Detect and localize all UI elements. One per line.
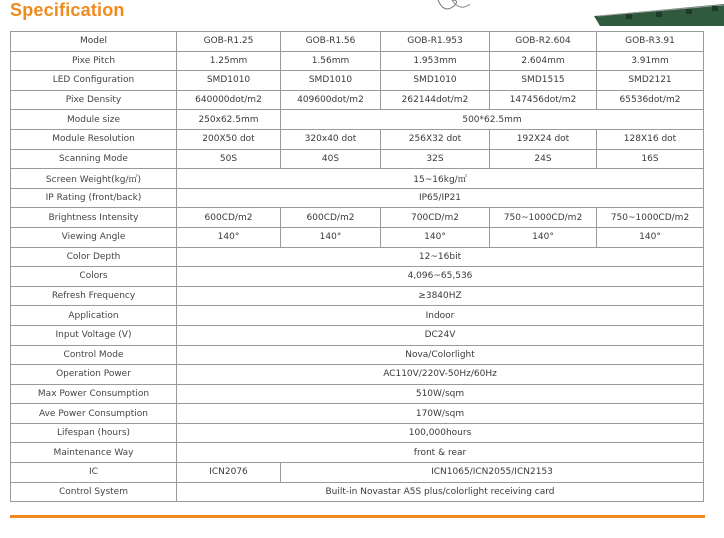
table-cell: 510W/sqm bbox=[177, 384, 704, 404]
table-cell: 700CD/m2 bbox=[381, 208, 490, 228]
row-label: Refresh Frequency bbox=[11, 286, 177, 306]
table-row bbox=[11, 306, 704, 326]
table-cell: AC110V/220V-50Hz/60Hz bbox=[177, 365, 704, 385]
table-cell: 170W/sqm bbox=[177, 404, 704, 424]
table-cell: 16S bbox=[597, 149, 704, 169]
table-cell: 3.91mm bbox=[597, 51, 704, 71]
row-label: Module size bbox=[11, 110, 177, 130]
row-label: Color Depth bbox=[11, 247, 177, 267]
table-cell: SMD1010 bbox=[281, 71, 381, 91]
specification-table bbox=[10, 31, 704, 502]
row-label: Application bbox=[11, 306, 177, 326]
column-header-model-name: GOB-R1.953 bbox=[381, 32, 490, 52]
column-header-model-name: GOB-R1.25 bbox=[177, 32, 281, 52]
table-cell: ≥3840HZ bbox=[177, 286, 704, 306]
table-cell: 1.25mm bbox=[177, 51, 281, 71]
table-cell: 600CD/m2 bbox=[177, 208, 281, 228]
table-row bbox=[11, 267, 704, 287]
row-label: Control Mode bbox=[11, 345, 177, 365]
table-row bbox=[11, 443, 704, 463]
table-row bbox=[11, 482, 704, 502]
bottom-divider bbox=[10, 515, 705, 518]
table-cell: IP65/IP21 bbox=[177, 188, 704, 208]
table-cell: ICN2076 bbox=[177, 463, 281, 483]
table-row bbox=[11, 188, 704, 208]
table-row bbox=[11, 110, 704, 130]
table-cell: 200X50 dot bbox=[177, 129, 281, 149]
table-row bbox=[11, 365, 704, 385]
table-cell: Nova/Colorlight bbox=[177, 345, 704, 365]
table-cell: Indoor bbox=[177, 306, 704, 326]
row-label: Lifespan (hours) bbox=[11, 423, 177, 443]
table-cell: 100,000hours bbox=[177, 423, 704, 443]
table-row bbox=[11, 208, 704, 228]
table-cell: SMD1010 bbox=[177, 71, 281, 91]
row-label: Max Power Consumption bbox=[11, 384, 177, 404]
row-label: IP Rating (front/back) bbox=[11, 188, 177, 208]
column-header-model-name: GOB-R2.604 bbox=[490, 32, 597, 52]
row-label: Module Resolution bbox=[11, 129, 177, 149]
table-cell: 40S bbox=[281, 149, 381, 169]
table-row bbox=[11, 247, 704, 267]
table-cell: 1.56mm bbox=[281, 51, 381, 71]
table-row bbox=[11, 169, 704, 189]
table-cell: SMD1515 bbox=[490, 71, 597, 91]
section-heading: Specification bbox=[10, 0, 125, 20]
table-row bbox=[11, 463, 704, 483]
table-cell: 147456dot/m2 bbox=[490, 90, 597, 110]
table-cell: SMD2121 bbox=[597, 71, 704, 91]
row-label: Maintenance Way bbox=[11, 443, 177, 463]
table-cell: 65536dot/m2 bbox=[597, 90, 704, 110]
table-cell: 750~1000CD/m2 bbox=[597, 208, 704, 228]
table-cell: 320x40 dot bbox=[281, 129, 381, 149]
table-cell: 32S bbox=[381, 149, 490, 169]
table-cell: 140° bbox=[281, 227, 381, 247]
table-cell: SMD1010 bbox=[381, 71, 490, 91]
row-label: Brightness Intensity bbox=[11, 208, 177, 228]
row-label: Input Voltage (V) bbox=[11, 325, 177, 345]
table-cell: 640000dot/m2 bbox=[177, 90, 281, 110]
table-cell: 1.953mm bbox=[381, 51, 490, 71]
column-header-model: Model bbox=[11, 32, 177, 52]
table-cell: ICN1065/ICN2055/ICN2153 bbox=[281, 463, 704, 483]
table-cell: 12~16bit bbox=[177, 247, 704, 267]
table-cell: front & rear bbox=[177, 443, 704, 463]
table-row bbox=[11, 423, 704, 443]
row-label: Screen Weight(kg/㎡) bbox=[11, 169, 177, 189]
table-row bbox=[11, 149, 704, 169]
row-label: Ave Power Consumption bbox=[11, 404, 177, 424]
table-cell: 409600dot/m2 bbox=[281, 90, 381, 110]
table-cell: 128X16 dot bbox=[597, 129, 704, 149]
table-row bbox=[11, 404, 704, 424]
table-cell: 750~1000CD/m2 bbox=[490, 208, 597, 228]
table-cell: 192X24 dot bbox=[490, 129, 597, 149]
table-cell: DC24V bbox=[177, 325, 704, 345]
table-cell: 140° bbox=[597, 227, 704, 247]
row-label: IC bbox=[11, 463, 177, 483]
column-header-model-name: GOB-R3.91 bbox=[597, 32, 704, 52]
table-cell: 50S bbox=[177, 149, 281, 169]
table-row bbox=[11, 227, 704, 247]
table-cell: 140° bbox=[177, 227, 281, 247]
table-cell: 256X32 dot bbox=[381, 129, 490, 149]
table-cell: 250x62.5mm bbox=[177, 110, 281, 130]
table-cell: 140° bbox=[381, 227, 490, 247]
table-row bbox=[11, 51, 704, 71]
table-cell: 140° bbox=[490, 227, 597, 247]
table-cell: 15~16kg/㎡ bbox=[177, 169, 704, 189]
row-label: LED Configuration bbox=[11, 71, 177, 91]
row-label: Operation Power bbox=[11, 365, 177, 385]
table-row bbox=[11, 286, 704, 306]
table-cell: 600CD/m2 bbox=[281, 208, 381, 228]
table-cell: 4,096~65,536 bbox=[177, 267, 704, 287]
row-label: Pixe Pitch bbox=[11, 51, 177, 71]
table-cell: Built-in Novastar A5S plus/colorlight receiving card bbox=[177, 482, 704, 502]
table-cell: 24S bbox=[490, 149, 597, 169]
row-label: Pixe Density bbox=[11, 90, 177, 110]
table-row bbox=[11, 71, 704, 91]
table-row bbox=[11, 345, 704, 365]
table-cell: 2.604mm bbox=[490, 51, 597, 71]
table-row bbox=[11, 384, 704, 404]
table-row bbox=[11, 129, 704, 149]
table-row bbox=[11, 90, 704, 110]
table-cell: 500*62.5mm bbox=[281, 110, 704, 130]
table-row bbox=[11, 325, 704, 345]
column-header-model-name: GOB-R1.56 bbox=[281, 32, 381, 52]
row-label: Viewing Angle bbox=[11, 227, 177, 247]
row-label: Scanning Mode bbox=[11, 149, 177, 169]
table-header-row bbox=[11, 32, 704, 52]
row-label: Control System bbox=[11, 482, 177, 502]
led-module-photo bbox=[430, 0, 724, 28]
table-cell: 262144dot/m2 bbox=[381, 90, 490, 110]
row-label: Colors bbox=[11, 267, 177, 287]
